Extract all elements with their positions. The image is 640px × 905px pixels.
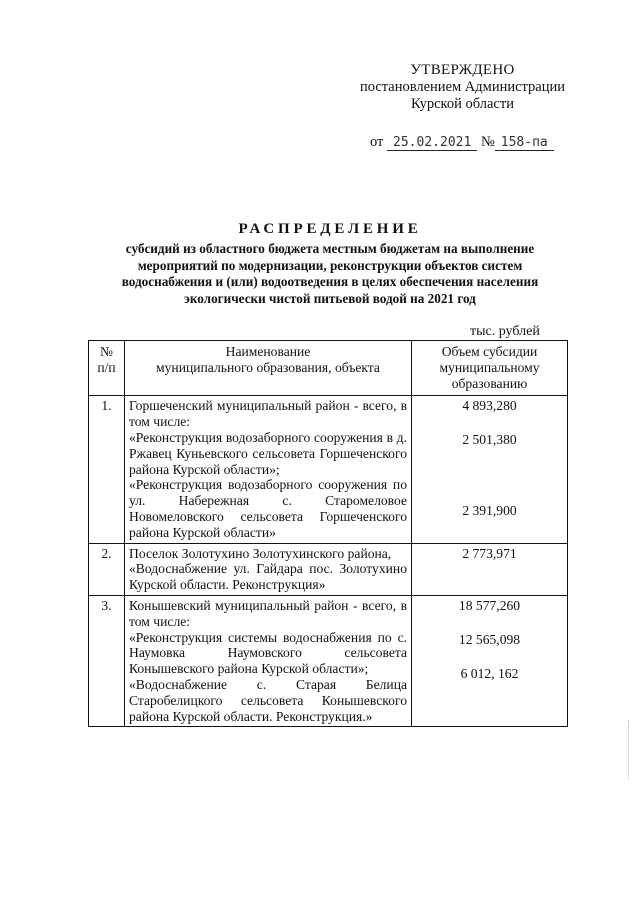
document-heading — [80, 219, 580, 307]
subtitle-line: субсидий из областного бюджета местным бюджетам на выполнение — [125, 241, 535, 256]
number-prefix: № — [480, 134, 495, 150]
district-name: Поселок Золотухино Золотухинского района, — [129, 545, 392, 561]
row-num: 3. — [89, 595, 125, 726]
date-prefix: от — [370, 134, 384, 150]
object-amount: 6 012, 162 — [460, 665, 519, 681]
district-total: 2 773,971 — [462, 545, 517, 561]
document-title: РАСПРЕДЕЛЕНИЕ — [238, 221, 422, 237]
approval-date-line — [370, 134, 554, 151]
row-amount-cell — [412, 595, 568, 726]
row-amount-cell — [412, 543, 568, 595]
object-amount: 2 501,380 — [462, 432, 517, 448]
district-name: Конышевский муниципальный район - всего, в том числе: — [129, 597, 407, 629]
approval-number: 158-па — [495, 136, 554, 151]
header-amount: Объем субсидии муниципальному образованию — [412, 341, 568, 396]
object-name: «Реконструкция системы водоснабжения по с. Наумовка Наумовского сельсовета Конышевского района Курской области»; — [129, 629, 407, 677]
units-label: тыс. рублей — [470, 324, 540, 339]
approval-stamp — [350, 62, 575, 113]
approval-line1: постановлением Администрации — [359, 79, 566, 95]
header-name-line1: Наименование — [225, 344, 311, 359]
row-name-cell — [125, 396, 412, 543]
district-total: 4 893,280 — [462, 398, 517, 414]
object-name: «Реконструкция водозаборного сооружения в д. Ржавец Куньевского сельсовета Горшеченского района Курской области»; — [129, 429, 407, 477]
row-num: 1. — [89, 396, 125, 543]
object-amount: 2 391,900 — [462, 502, 517, 518]
object-name: «Реконструкция водозаборного сооружения по ул. Набережная с. Старомеловое Новомеловского сельсовета Горшеченского района Курской области» — [129, 477, 407, 540]
header-name-line2: муниципального образования, объекта — [156, 359, 380, 375]
row-num: 2. — [89, 543, 125, 595]
table-header-row — [89, 341, 568, 396]
approval-line2: Курской области — [411, 96, 514, 112]
header-num: № п/п — [89, 341, 125, 396]
object-name: «Водоснабжение ул. Гайдара пос. Золотухино Курской области. Реконструкция» — [129, 561, 407, 593]
subtitle-line: экологически чистой питьевой водой на 2021 год — [184, 290, 476, 306]
distribution-table — [88, 340, 568, 727]
row-amount-cell — [412, 396, 568, 543]
scan-edge-marks — [628, 720, 635, 780]
document-subtitle — [80, 241, 580, 307]
object-name: «Водоснабжение с. Старая Белица Старобелицкого сельсовета Конышевского района Курской области. Реконструкция.» — [129, 676, 407, 724]
subtitle-line: водоснабжения и (или) водоотведения в целях обеспечения населения — [121, 274, 539, 289]
row-name-cell — [125, 543, 412, 595]
table-row — [89, 595, 568, 726]
table-row — [89, 543, 568, 595]
row-name-cell — [125, 595, 412, 726]
subtitle-line: мероприятий по модернизации, реконструкции объектов систем — [137, 257, 523, 273]
approval-title: УТВЕРЖДЕНО — [410, 62, 515, 78]
header-name — [125, 341, 412, 396]
object-amount: 12 565,098 — [458, 631, 521, 647]
table-row — [89, 396, 568, 543]
district-total: 18 577,260 — [458, 597, 521, 613]
approval-date: 25.02.2021 — [387, 136, 477, 151]
district-name: Горшеченский муниципальный район - всего, в том числе: — [129, 398, 407, 430]
